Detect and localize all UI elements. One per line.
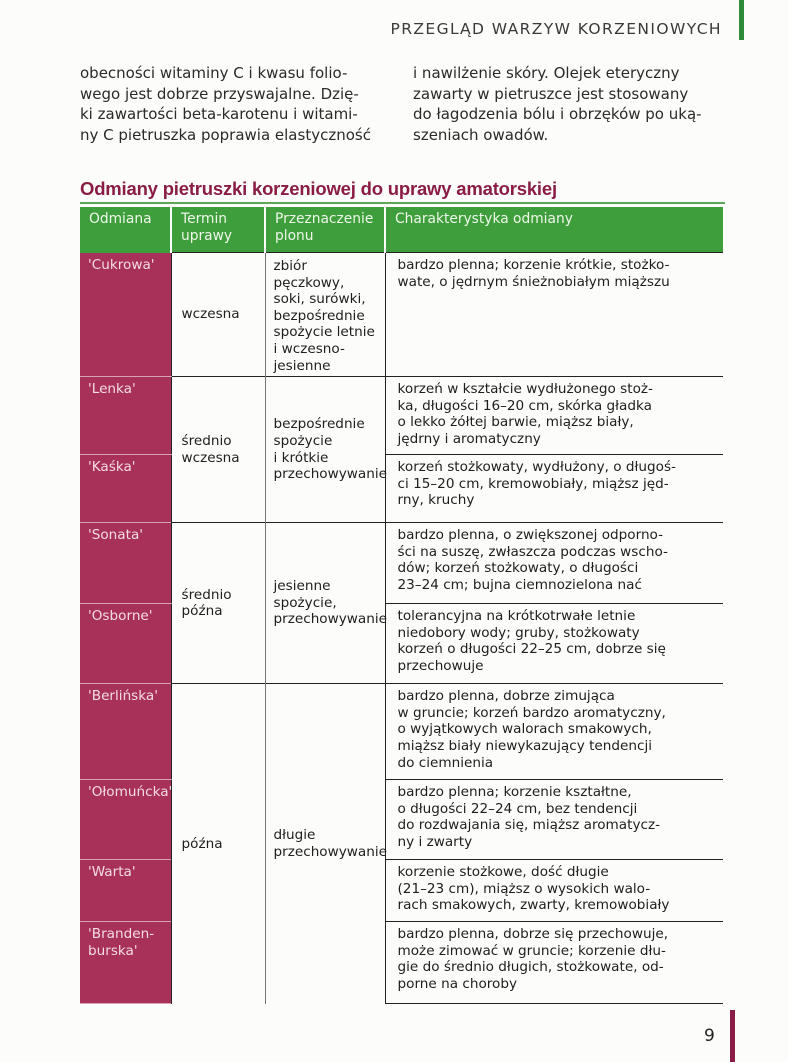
text-line: porne na choroby <box>397 975 518 992</box>
characteristics-cell <box>385 523 723 604</box>
table-row <box>80 253 723 377</box>
running-header: PRZEGLĄD WARZYW KORZENIOWYCH <box>390 20 722 38</box>
text-line: w gruncie; korzeń bardzo aromatyczny, <box>397 704 666 721</box>
footer-accent-bar <box>730 1010 735 1062</box>
table-row <box>80 377 723 455</box>
text-line: długie <box>273 827 316 844</box>
text-line: bardzo plenna, dobrze się przechowuje, <box>397 926 669 943</box>
varieties-table <box>80 207 723 1004</box>
text-line: bardzo plenna, o zwiększonej odporno- <box>397 527 664 544</box>
text-line: korzeń w kształcie wydłużonego stoż- <box>397 381 653 398</box>
text-line: o lekko żółtej barwie, miąższ biały, <box>397 414 634 431</box>
term-cell <box>171 377 265 523</box>
header-variety: Odmiana <box>80 207 171 253</box>
text-line: ki zawartości beta-karotenu i witami- <box>80 105 358 123</box>
text-line: dów; korzeń stożkowaty, o długości <box>397 560 639 577</box>
use-cell <box>265 377 385 523</box>
section-title: Odmiany pietruszki korzeniowej do uprawy amatorskiej <box>80 178 557 199</box>
variety-name: 'Osborne' <box>80 604 171 684</box>
text-line: spożycie, <box>273 594 337 611</box>
text-line: 'Branden- <box>88 926 155 943</box>
table-header-row <box>80 207 723 253</box>
text-line: rny, kruchy <box>397 492 475 509</box>
term-cell: wczesna <box>171 253 265 377</box>
characteristics-cell <box>385 922 723 1004</box>
characteristics-cell <box>385 455 723 523</box>
characteristics-cell <box>385 253 723 377</box>
characteristics-cell <box>385 860 723 922</box>
text-line: przechowuje <box>397 657 484 674</box>
text-line: średnio <box>181 586 232 603</box>
text-line: może zimować w gruncie; korzenie dłu- <box>397 942 666 959</box>
text-line: o wyjątkowych walorach smakowych, <box>397 721 652 738</box>
text-line: przechowywanie <box>273 611 387 628</box>
text-line: korzeń o długości 22–25 cm, dobrze się <box>397 641 666 658</box>
text-line: burska' <box>88 942 138 959</box>
text-line: spożycie <box>273 433 333 450</box>
header-term <box>171 207 265 253</box>
text-line: niedobory wody; gruby, stożkowaty <box>397 624 640 641</box>
intro-column-left <box>80 63 392 145</box>
text-line: zawarty w pietruszce jest stosowany <box>413 84 689 103</box>
text-line: jesienne <box>273 578 331 595</box>
text-line: do rozdwajania się, miąższ aromatycz- <box>397 817 661 834</box>
text-line: bezpośrednie <box>273 307 365 324</box>
variety-name: 'Warta' <box>80 860 171 922</box>
header-characteristics: Charakterystyka odmiany <box>385 207 723 253</box>
text-line: soki, surówki, <box>273 291 366 308</box>
header-use-line: plonu <box>275 228 314 244</box>
use-cell <box>265 253 385 377</box>
text-line: wczesna <box>181 449 240 466</box>
header-use-line: Przeznaczenie <box>275 211 374 227</box>
text-line: (21–23 cm), miąższ o wysokich walo- <box>397 880 651 897</box>
title-rule <box>80 202 725 204</box>
variety-name: 'Lenka' <box>80 377 171 455</box>
text-line: rach smakowych, zwarty, kremowobiały <box>397 897 670 914</box>
table-row <box>80 523 723 604</box>
page-number: 9 <box>704 1026 715 1046</box>
text-line: wate, o jędrnym śnieżnobiałym miąższu <box>397 273 670 290</box>
variety-name: 'Sonata' <box>80 523 171 604</box>
header-accent-bar <box>739 0 744 40</box>
text-line: do ciemnienia <box>397 754 494 771</box>
characteristics-cell <box>385 780 723 860</box>
text-line: korzenie stożkowe, dość długie <box>397 864 609 881</box>
text-line: jędrny i aromatyczny <box>397 430 541 447</box>
text-line: korzeń stożkowaty, wydłużony, o długoś- <box>397 459 676 476</box>
text-line: i nawilżenie skóry. Olejek eteryczny <box>413 64 680 82</box>
variety-name: 'Ołomuńcka' <box>80 780 171 860</box>
text-line: ny C pietruszka poprawia elastyczność <box>80 125 371 144</box>
text-line: przechowywanie <box>273 843 387 860</box>
text-line: do łagodzenia bólu i obrzęków po uką- <box>413 105 702 123</box>
intro-column-right <box>413 63 725 145</box>
text-line: bardzo plenna, dobrze zimująca <box>397 688 615 705</box>
text-line: ka, długości 16–20 cm, skórka gładka <box>397 397 652 414</box>
text-line: bardzo plenna; korzenie krótkie, stożko- <box>397 257 670 273</box>
characteristics-cell <box>385 377 723 455</box>
text-line: obecności witaminy C i kwasu folio- <box>80 64 348 82</box>
text-line: gie do średnio długich, stożkowate, od- <box>397 959 664 976</box>
intro-text <box>80 63 725 145</box>
variety-name: 'Kaśka' <box>80 455 171 523</box>
text-line: spożycie letnie <box>273 324 375 341</box>
text-line: zbiór pęczkowy, <box>273 258 345 291</box>
text-line: i wczesno- <box>273 340 345 357</box>
text-line: ci 15–20 cm, kremowobiały, miąższ jęd- <box>397 475 669 492</box>
term-cell: późna <box>171 684 265 1004</box>
header-term-line: uprawy <box>181 228 233 244</box>
use-cell <box>265 523 385 684</box>
text-line: wego jest dobrze przyswajalne. Dzię- <box>80 84 359 103</box>
text-line: jesienne <box>273 357 331 374</box>
use-cell <box>265 684 385 1004</box>
variety-name: 'Cukrowa' <box>80 253 171 377</box>
characteristics-cell <box>385 684 723 780</box>
text-line: ści na suszę, zwłaszcza podczas wscho- <box>397 543 668 560</box>
text-line: miąższ biały niewykazujący tendencji <box>397 737 653 754</box>
text-line: bezpośrednie <box>273 416 365 433</box>
header-use <box>265 207 385 253</box>
term-cell <box>171 523 265 684</box>
text-line: bardzo plenna; korzenie kształtne, <box>397 784 632 801</box>
text-line: i krótkie <box>273 449 329 466</box>
variety-name <box>80 922 171 1004</box>
text-line: 23–24 cm; bujna ciemnozielona nać <box>397 576 642 593</box>
text-line: szeniach owadów. <box>413 125 549 144</box>
characteristics-cell <box>385 604 723 684</box>
text-line: średnio <box>181 433 232 450</box>
variety-name: 'Berlińska' <box>80 684 171 780</box>
text-line: tolerancyjna na krótkotrwałe letnie <box>397 608 636 625</box>
text-line: o długości 22–24 cm, bez tendencji <box>397 800 638 817</box>
table-row <box>80 684 723 780</box>
text-line: przechowywanie <box>273 466 387 483</box>
text-line: późna <box>181 603 223 620</box>
header-term-line: Termin <box>181 211 228 227</box>
text-line: ny i zwarty <box>397 833 473 850</box>
